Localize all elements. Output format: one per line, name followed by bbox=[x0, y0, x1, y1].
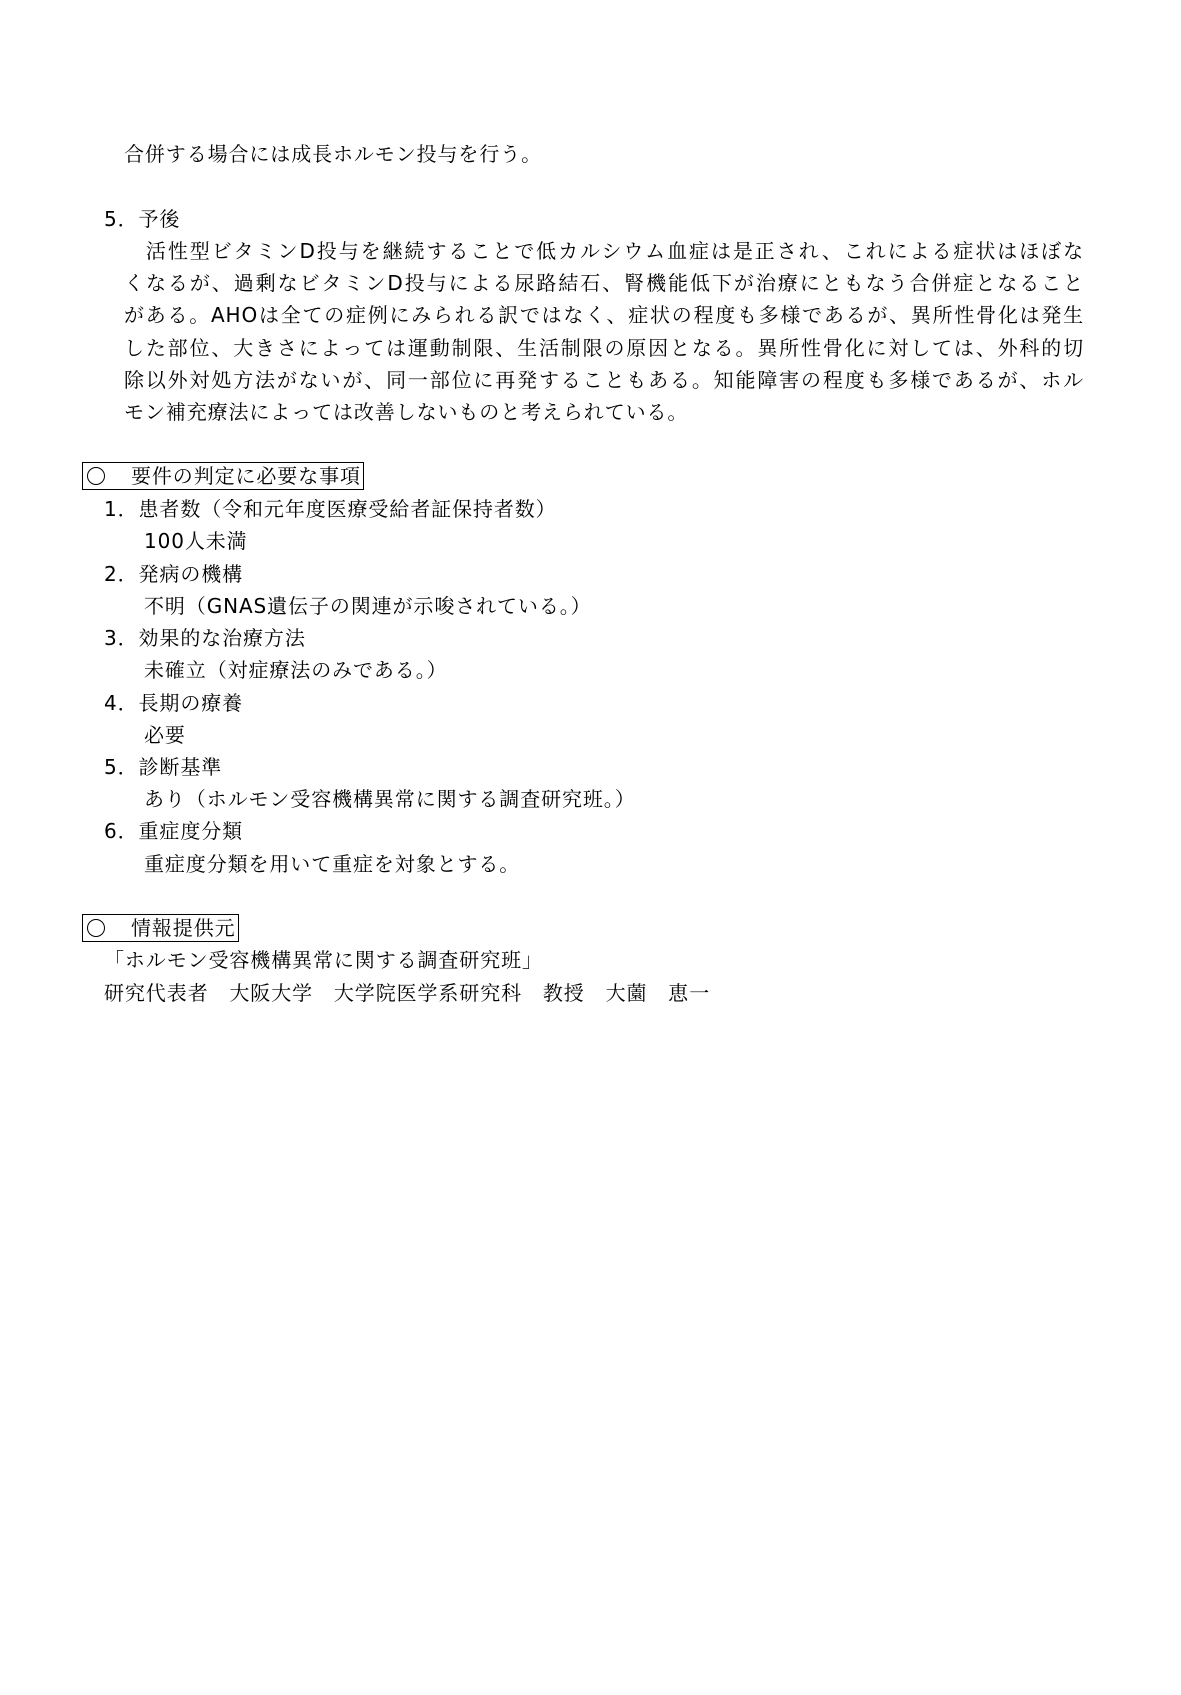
section-heading-prognosis: 5．予後 bbox=[104, 207, 181, 231]
circle-bullet-icon bbox=[87, 467, 105, 485]
prognosis-line: がある。AHOは全ての症例にみられる訳ではなく、症状の程度も多様であるが、異所性骨化は発生 bbox=[124, 303, 1084, 327]
requirement-value: 100人未満 bbox=[144, 529, 248, 553]
prognosis-line: くなるが、過剰なビタミンD投与による尿路結石、腎機能低下が治療にともなう合併症となること bbox=[124, 271, 1084, 295]
requirement-label: 3．効果的な治療方法 bbox=[104, 626, 306, 650]
section-heading-source bbox=[82, 914, 239, 942]
prognosis-line: モン補充療法によっては改善しないものと考えられている。 bbox=[124, 400, 689, 424]
requirements-heading-text: 要件の判定に必要な事項 bbox=[131, 464, 361, 488]
requirement-label: 2．発病の機構 bbox=[104, 562, 244, 586]
source-representative: 研究代表者 大阪大学 大学院医学系研究科 教授 大薗 恵一 bbox=[104, 981, 711, 1005]
requirement-label: 1．患者数（令和元年度医療受給者証保持者数） bbox=[104, 497, 557, 521]
requirement-value: あり（ホルモン受容機構異常に関する調査研究班。） bbox=[144, 787, 636, 811]
section-heading-requirements bbox=[82, 462, 364, 490]
requirement-label: 5．診断基準 bbox=[104, 755, 223, 779]
requirement-label: 4．長期の療養 bbox=[104, 691, 244, 715]
source-group: 「ホルモン受容機構異常に関する調査研究班」 bbox=[104, 948, 543, 972]
source-heading-text: 情報提供元 bbox=[131, 916, 236, 940]
requirement-value: 未確立（対症療法のみである。） bbox=[144, 658, 448, 682]
prognosis-line: 活性型ビタミンD投与を継続することで低カルシウム血症は是正され、これによる症状はほぼな bbox=[124, 239, 1084, 263]
circle-bullet-icon bbox=[87, 919, 105, 937]
requirement-label: 6．重症度分類 bbox=[104, 819, 244, 843]
requirement-value: 必要 bbox=[144, 723, 186, 747]
prognosis-line: した部位、大きさによっては運動制限、生活制限の原因となる。異所性骨化に対しては、外科的切 bbox=[124, 336, 1084, 360]
requirement-value: 重症度分類を用いて重症を対象とする。 bbox=[144, 852, 521, 876]
requirement-value: 不明（GNAS遺伝子の関連が示唆されている。） bbox=[144, 594, 592, 618]
prognosis-line: 除以外対処方法がないが、同一部位に再発することもある。知能障害の程度も多様であるが、ホル bbox=[124, 368, 1084, 392]
continuation-text: 合併する場合には成長ホルモン投与を行う。 bbox=[124, 142, 542, 166]
